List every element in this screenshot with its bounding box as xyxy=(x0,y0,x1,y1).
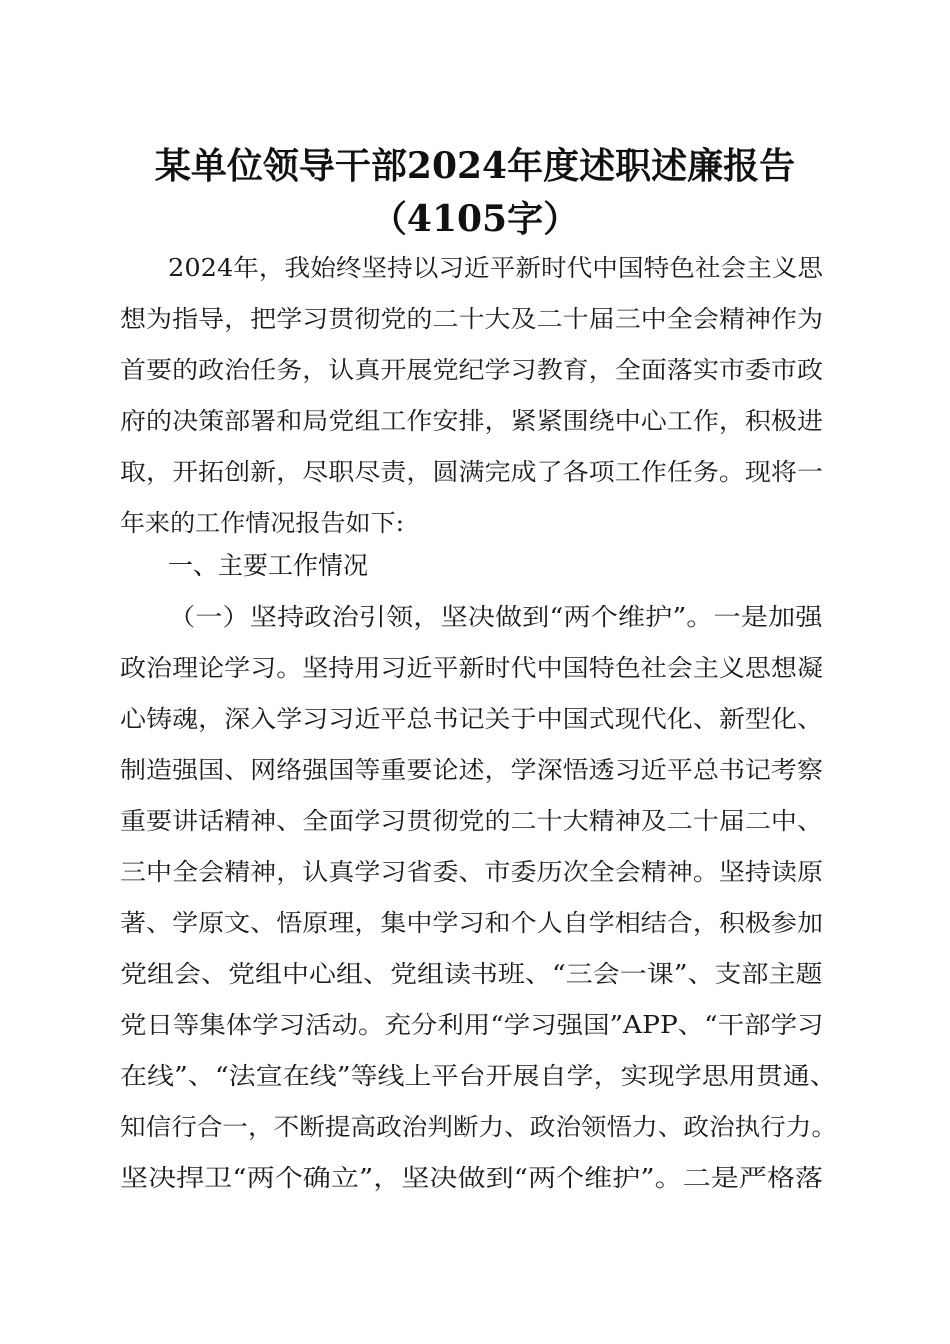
body-line: 著、学原文、悟原理，集中学习和个人自学相结合，积极参加 xyxy=(120,909,823,937)
intro-line: 首要的政治任务，认真开展党纪学习教育，全面落实市委市政 xyxy=(120,356,823,384)
body-line: 三中全会精神，认真学习省委、市委历次全会精神。坚持读原 xyxy=(120,858,823,886)
body-line: 心铸魂，深入学习习近平总书记关于中国式现代化、新型化、 xyxy=(120,705,823,733)
body-line: 在线”、“法宣在线”等线上平台开展自学，实现学思用贯通、 xyxy=(120,1062,837,1090)
body-line: 制造强国、网络强国等重要论述，学深悟透习近平总书记考察 xyxy=(120,756,823,784)
section-heading: 一、主要工作情况 xyxy=(168,551,369,580)
document-word-count: （4105字） xyxy=(370,198,580,240)
body-line: 党日等集体学习活动。充分利用“学习强国”APP、“干部学习 xyxy=(120,1011,824,1039)
intro-line: 2024年，我始终坚持以习近平新时代中国特色社会主义思 xyxy=(168,254,824,282)
intro-line: 年来的工作情况报告如下: xyxy=(120,509,405,537)
body-line: （一）坚持政治引领，坚决做到“两个维护”。一是加强 xyxy=(168,603,823,631)
body-line: 政治理论学习。坚持用习近平新时代中国特色社会主义思想凝 xyxy=(120,654,823,682)
intro-line: 想为指导，把学习贯彻党的二十大及二十届三中全会精神作为 xyxy=(120,305,823,333)
body-line: 知信行合一，不断提高政治判断力、政治领悟力、政治执行力。 xyxy=(120,1113,837,1141)
body-line: 重要讲话精神、全面学习贯彻党的二十大精神及二十届二中、 xyxy=(120,807,823,835)
intro-line: 取，开拓创新，尽职尽责，圆满完成了各项工作任务。现将一 xyxy=(120,458,823,486)
document-title: 某单位领导干部2024年度述职述廉报告 xyxy=(154,145,796,187)
body-line: 坚决捍卫“两个确立”，坚决做到“两个维护”。二是严格落 xyxy=(120,1164,824,1192)
intro-line: 府的决策部署和局党组工作安排，紧紧围绕中心工作，积极进 xyxy=(120,407,823,435)
body-line: 党组会、党组中心组、党组读书班、“三会一课”、支部主题 xyxy=(120,960,823,988)
